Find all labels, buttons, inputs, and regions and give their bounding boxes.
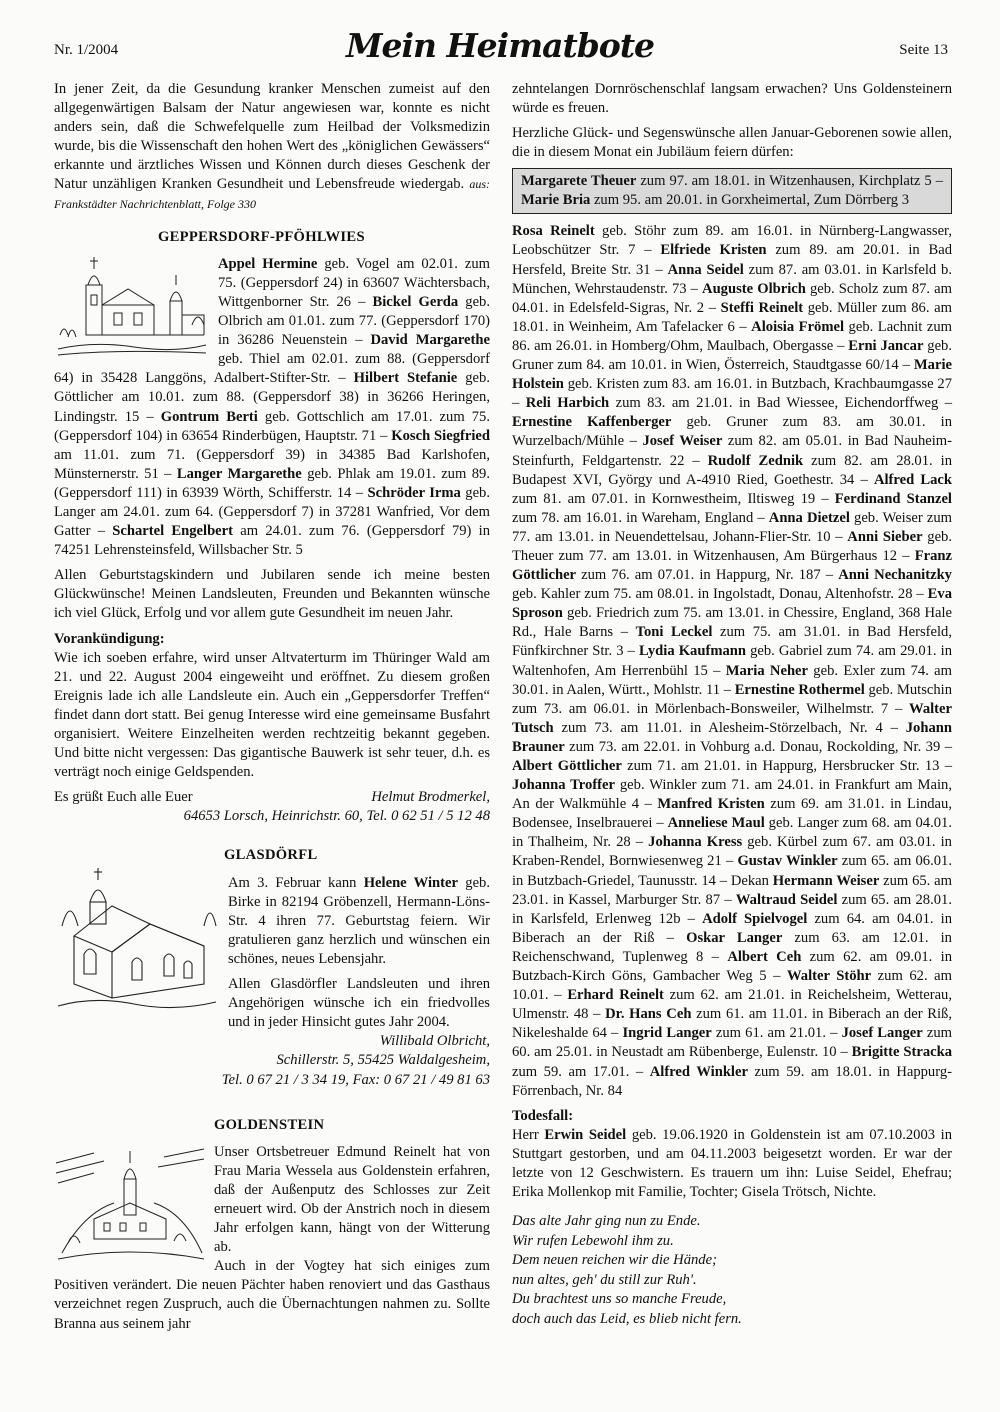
goldenstein-news-2: Auch in der Vogtey hat sich einiges zum Positiven verändert. Die neuen Pächter haben renoviert und das Gasthaus verzeichnet regen Zuspruch, auch die Übernachtungen nahmen zu. Sollte Branna aus seinem jahr <box>54 1258 490 1332</box>
entry-name: Steffi Reinelt <box>720 299 804 316</box>
entry-name: Adolf Spielvogel <box>702 910 808 927</box>
entry-name: Hilbert Stefanie <box>353 370 458 387</box>
death-text: geb. 19.06.1920 in Goldenstein ist am 07.10.2003 in Stuttgart gestorben, und am 04.11.2003 beigesetzt worden. Er war der letzte von 12 Geschwistern. Es trauern um ihn: Luise Seidel, Ehefrau; Erika Mollenkop mit Familie, Tochter; Gisela Trötsch, Nichte. <box>512 1126 952 1201</box>
entry-text: am 11.01. zum 71. (Geppersdorf 39) in 34385 Bad Karlshofen, Münsternerstr. 51 – <box>54 446 490 482</box>
section-title-goldenstein: GOLDENSTEIN <box>214 1116 325 1133</box>
entry-name: Rosa Reinelt <box>512 223 595 240</box>
intro-paragraph <box>54 80 490 214</box>
entry-name: Ernestine Rothermel <box>734 681 865 698</box>
entry-name: Ernestine Kaffenberger <box>512 414 672 431</box>
entry-text: zum 73. am 22.01. in Vohburg a.d. Donau, Rockolding, Nr. 39 – <box>564 738 952 755</box>
entry-name: Walter Stöhr <box>786 968 872 985</box>
entry-text: geb. Exler zum 74. am 30.01. in Aalen, Württ., Mohlstr. 11 – <box>512 662 952 698</box>
entry-text: geb. Kristen zum 83. am 16.01. in Butzbach, Krachbaumgasse 27 – <box>512 376 952 412</box>
entry-text: geb. Phlak am 19.01. zum 89. (Geppersdorf 111) in 63939 Wörth, Schifferstr. 14 – <box>54 465 490 501</box>
poem-line: doch auch das Leid, es blieb nicht fern. <box>512 1310 742 1327</box>
entry-name: Manfred Kristen <box>657 796 765 813</box>
entry-name: Gustav Winkler <box>737 853 838 870</box>
entry-text: zum 95. am 20.01. in Gorxheimertal, Zum Dörrberg 3 <box>590 192 909 209</box>
entry-name: Johann Brauner <box>512 719 952 755</box>
entry-text: geb. Gabriel zum 74. am 29.01. in Waltenhofen, Am Herrenbühl 15 – <box>512 643 952 679</box>
entry-name: Waltraud Seidel <box>735 891 838 908</box>
entry-name: Alfred Winkler <box>649 1063 748 1080</box>
entry-name: Anna Dietzel <box>768 509 850 526</box>
entry-name: Marie Holstein <box>512 357 952 393</box>
entry-name: Ingrid Langer <box>622 1025 712 1042</box>
announcement-title: Vorankündigung: <box>54 630 165 647</box>
entry-text: zum 75. am 31.01. in Bad Hersfeld, Fünfkirchner Str. 3 – <box>512 624 952 660</box>
castle-illustration-goldenstein <box>54 1143 206 1265</box>
entry-name: Bickel Gerda <box>372 293 459 310</box>
announcement-text: Wie ich soeben erfahre, wird unser Altvaterturm im Thüringer Wald am 21. und 22. August 2004 eingeweiht und eröffnet. Zu diesem großen Ereignis lade ich alle Landsleute ein. Auch ein „Geppersdorfer Treffen“ findet dann dort statt. Bei genug Interesse wird eine gemeinsame Busfahrt organisiert. Weitere Einzelheiten werden rechtzeitig bekannt gegeben. Und bitte nicht vergessen: Das gigantische Bauwerk ist sehr teuer, d.h. es verträgt noch einige Geldspenden. <box>54 649 490 781</box>
glasdoerfl-text-pre: Am 3. Februar kann <box>228 874 364 891</box>
entry-text: zum 59. am 18.01. in Happurg-Förrenbach, Nr. 84 <box>512 1063 952 1099</box>
page-number: Seite 13 <box>899 42 948 58</box>
entry-name: Maria Neher <box>725 662 809 679</box>
entry-name: Anni Sieber <box>847 528 923 545</box>
entry-name: Dr. Hans Ceh <box>605 1006 692 1023</box>
entry-name: Anna Seidel <box>667 261 744 278</box>
death-notice <box>512 1126 952 1202</box>
glasdoerfl-greeting: Allen Glasdörfler Landsleuten und ihren Angehörigen wünsche ich ein friedvolles und in jeder Hinsicht gutes Jahr 2004. <box>228 976 490 1031</box>
entry-name: Schröder Irma <box>367 484 461 501</box>
entry-text: zum 83. am 21.01. in Bad Wiessee, Eichendorffweg – <box>609 395 953 412</box>
highlight-box-oldest <box>512 168 952 214</box>
entry-name: Erhard Reinelt <box>567 987 664 1004</box>
death-name: Erwin Seidel <box>544 1126 627 1143</box>
entry-text: zum 65. am 06.01. in Butzbach-Griedel, Taunusstr. 14 – Dekan <box>512 853 952 889</box>
entry-name: Ferdinand Stanzel <box>834 490 952 507</box>
entry-text: am 24.01. zum 76. (Geppersdorf 79) in 74251 Lehrensteinsfeld, Willsbacher Str. 5 <box>54 523 491 559</box>
entry-name: Eva Sproson <box>512 586 952 622</box>
entry-text: zum 82. am 05.01. in Bad Nauheim-Steinfurth, Feldgartenstr. 22 – <box>512 433 953 469</box>
entry-text: geb. Langer zum 68. am 04.01. in Thalheim, Nr. 28 – <box>512 815 952 851</box>
entry-name: Schartel Engelbert <box>112 523 233 540</box>
entry-text: zum 81. am 07.01. in Kornwestheim, Iltisweg 19 – <box>512 490 835 507</box>
entry-name: Margarete Theuer <box>521 173 637 190</box>
entry-name: Elfriede Kristen <box>660 242 767 259</box>
entry-text: zum 78. am 16.01. in Wareham, England – <box>512 509 769 526</box>
entry-text: zum 82. am 28.01. in Budapest XVI, György und A-4910 Ried, Goethestr. 34 – <box>512 452 952 488</box>
entry-text: geb. Mutschin zum 73. am 06.01. in Mörlenbach-Bonsweiler, Wilhelmstr. 7 – <box>512 681 952 717</box>
glasdoerfl-phone: Tel. 0 67 21 / 3 34 19, Fax: 0 67 21 / 49 81 63 <box>221 1071 490 1088</box>
right-column <box>512 80 952 1329</box>
entry-text: zum 63. am 12.01. in Reichenschwand, Tuplenweg 8 – <box>512 929 952 965</box>
goldenstein-wishes: Herzliche Glück- und Segenswünsche allen Januar-Geborenen sowie allen, die in diesem Monat ein Jubiläum feiern dürfen: <box>512 125 952 161</box>
glasdoerfl-signer: Willibald Olbricht, <box>379 1033 490 1050</box>
entry-text: zum 59. am 17.01. – <box>512 1063 650 1080</box>
signer-address: 64653 Lorsch, Heinrichstr. 60, Tel. 0 62 51 / 5 12 48 <box>183 808 490 825</box>
entry-text: geb. Winkler zum 71. am 24.01. in Frankfurt am Main, An der Walkmühle 4 – <box>512 777 952 813</box>
entry-text: geb. Göttlicher am 10.01. zum 88. (Geppersdorf 38) in 36266 Heringen, Lindingstr. 15 – <box>54 370 490 425</box>
entry-text: geb. Thiel am 02.01. zum 88. (Geppersdorf 64) in 35428 Langgöns, Adalbert-Stifter-Str. – <box>54 351 490 387</box>
entry-text: geb. Lachnit zum 86. am 26.01. in Homberg/Ohm, Maulbach, Obergasse – <box>512 318 952 354</box>
entry-text: geb. Müller zum 86. am 18.01. in Weinheim, Am Tafelacker 6 – <box>512 299 952 335</box>
masthead-logo: Mein Heimatbote <box>345 26 655 65</box>
chapel-illustration-glasdoerfl <box>54 866 220 1016</box>
entry-text: zum 97. am 18.01. in Witzenhausen, Kirchplatz 5 – <box>636 173 943 190</box>
entry-name: Albert Göttlicher <box>512 758 622 774</box>
entry-text: geb. Langer am 24.01. zum 64. (Geppersdorf 7) in 37281 Wanfried, Vor dem Gatter – <box>54 484 490 540</box>
entry-name: Alfred Lack <box>873 471 952 488</box>
entry-text: zum 62. am 10.01. – <box>512 968 952 1004</box>
entry-text: geb. Weiser zum 77. am 13.01. in Neuendettelsau, Johann-Flier-Str. 10 – <box>512 509 952 545</box>
entry-name: Rudolf Zednik <box>707 452 804 469</box>
entry-name: Albert Ceh <box>727 948 802 965</box>
entry-text: geb. Gottschlich am 17.01. zum 75. (Geppersdorf 104) in 63654 Rinderbügen, Hauptstr. 71 – <box>54 408 490 444</box>
issue-number: Nr. 1/2004 <box>54 42 119 58</box>
entry-name: Johanna Troffer <box>512 777 615 794</box>
section-title-glasdoerfl: GLASDÖRFL <box>224 847 318 864</box>
entry-text: zum 71. am 21.01. in Happurg, Hersbrucker Str. 13 – <box>621 758 953 774</box>
entry-text: geb. Kürbel zum 67. am 03.01. in Kraben-Rendel, Bornwiesenweg 21 – <box>512 834 952 870</box>
geppersdorf-greeting: Allen Geburtstagskindern und Jubilaren sende ich meine besten Glückwünsche! Meinen Landsleuten, Freunden und Bekannten wünsche ich viel Glück, Erfolg und vor allem gute Gesundheit im neuen Jahr. <box>54 567 490 622</box>
entry-name: Josef Weiser <box>642 433 723 450</box>
entry-name: Josef Langer <box>841 1025 923 1042</box>
entry-text: zum 61. am 11.01. in Biberach an der Riß, Nikeleshalde 64 – <box>512 1006 952 1042</box>
entry-text: zum 87. am 03.01. in Karlsfeld b. München, Wehrstaudenstr. 73 – <box>512 261 952 297</box>
goldenstein-entries <box>512 222 952 1100</box>
goldenstein-news-3: zehntelangen Dornröschenschlaf langsam erwachen? Uns Goldensteinern würde es freuen. <box>512 81 952 117</box>
entry-name: Kosch Siegfried <box>391 427 490 444</box>
entry-name: Anneliese Maul <box>667 815 765 832</box>
signer-name: Helmut Brodmerkel, <box>371 789 490 806</box>
entry-text: zum 69. am 31.01. in Lindau, Bodensee, Inselbrauerei – <box>512 796 952 832</box>
entry-name: Franz Göttlicher <box>512 547 952 584</box>
entry-name: Reli Harbich <box>525 395 610 412</box>
death-pre: Herr <box>512 1126 545 1143</box>
entry-name: Oskar Langer <box>686 929 783 946</box>
entry-name: Erni Jancar <box>848 337 924 354</box>
entry-text: zum 62. am 21.01. in Reichelsheim, Wetterau, Ulmenstr. 48 – <box>512 987 953 1023</box>
entry-name: David Margarethe <box>370 332 490 349</box>
entry-name: Brigitte Stracka <box>851 1044 953 1061</box>
entry-text: geb. Kahler zum 75. am 08.01. in Ingolstadt, Donau, Altenhofstr. 28 – <box>512 586 928 603</box>
entry-text: geb. Theuer zum 77. am 13.01. in Witzenhausen, Am Bürgerhaus 12 – <box>512 528 952 564</box>
geppersdorf-signature-row <box>54 788 490 807</box>
intro-text: In jener Zeit, da die Gesundung kranker Menschen zumeist auf den allgegenwärtigen Balsam der Natur angewiesen war, konnte es nicht anders sein, daß die Schwefelquelle zum Heilbad der Volksmedizin wurde, bis die Wissenschaft den hohen Wert des „königlichen Gewässers“ erkannte und ärztliches Wissen und Können durch dieses Geschenk der Natur unzähligen Kranken Gesundheit und Lebensfreude wiedergab. <box>54 81 490 193</box>
entry-text: zum 89. am 20.01. in Bad Hersfeld, Breite Str. 31 – <box>512 242 953 278</box>
entry-name: Lydia Kaufmann <box>638 643 747 660</box>
glasdoerfl-address: Schillerstr. 5, 55425 Waldalgesheim, <box>276 1052 490 1069</box>
entry-name: Helene Winter <box>363 874 458 891</box>
entry-text: zum 76. am 07.01. in Happurg, Nr. 187 – <box>576 567 839 584</box>
entry-name: Appel Hermine <box>218 255 318 272</box>
entry-text: geb. Vogel am 02.01. zum 75. (Geppersdorf 24) in 63607 Wächtersbach, Wittgenborner Str. 26 – <box>218 255 490 310</box>
intro-source: aus: Frankstädter Nachrichtenblatt, Folge 330 <box>54 177 490 211</box>
section-title-geppersdorf: GEPPERSDORF-PFÖHLWIES <box>158 228 365 245</box>
entry-text: zum 64. am 04.01. in Biberach an der Riß – <box>512 910 952 946</box>
entry-name: Toni Leckel <box>635 624 713 641</box>
glasdoerfl-text-post: geb. Birke in 82194 Gröbenzell, Hermann-Löns-Str. 4 ihren 77. Geburtstag feiern. Wir gratulieren ganz herzlich und wünschen ein schönes, neues Lebensjahr. <box>228 874 490 967</box>
entry-text: zum 73. am 11.01. in Alesheim-Störzelbach, Nr. 4 – <box>553 719 906 736</box>
entry-text: geb. Friedrich zum 75. am 13.01. in Chessire, England, 368 Hale Rd., Hale Barns – <box>512 605 952 641</box>
entry-text: zum 65. am 23.01. in Kassel, Marburger Str. 87 – <box>512 872 952 908</box>
goldenstein-news-1: Unser Ortsbetreuer Edmund Reinelt hat von Frau Maria Wessela aus Goldenstein erfahren, daß der Außenputz des Schlosses zur Zeit erneuert wird. Ob der Anstrich noch in diesem Jahr erfolgen kann, hängt von der Witterung ab. <box>214 1143 490 1256</box>
poem-line: nun altes, geh' du still zur Ruh'. <box>512 1271 697 1288</box>
entry-name: Gontrum Berti <box>160 408 258 425</box>
entry-text: zum 60. am 25.01. in Neustadt am Rübenberge, Eulenstr. 10 – <box>512 1025 952 1061</box>
entry-name: Langer Margarethe <box>176 465 302 482</box>
entry-text: zum 62. am 09.01. in Butzbach-Kirch Göns, Gambacher Weg 5 – <box>512 948 953 985</box>
entry-text: geb. Stöhr zum 89. am 16.01. in Nürnberg-Langwasser, Leobschützer Str. 7 – <box>512 223 952 259</box>
poem-line: Dem neuen reichen wir die Hände; <box>512 1252 717 1269</box>
left-column <box>54 80 490 1340</box>
poem-line: Das alte Jahr ging nun zu Ende. <box>512 1213 701 1230</box>
entry-name: Walter Tutsch <box>512 700 952 736</box>
entry-text: geb. Gruner zum 84. am 10.01. in Wien, Österreich, Staudtgasse 60/14 – <box>512 337 953 374</box>
entry-name: Johanna Kress <box>648 834 743 851</box>
closing-text: Es grüßt Euch alle Euer <box>54 789 193 806</box>
death-title: Todesfall: <box>512 1107 574 1124</box>
entry-text: geb. Olbrich am 01.01. zum 77. (Geppersdorf 170) in 36286 Neuenstein – <box>218 293 490 349</box>
poem <box>512 1212 952 1329</box>
entry-name: Auguste Olbrich <box>702 280 806 297</box>
entry-text: geb. Gruner zum 83. am 30.01. in Wurzelbach/Mühle – <box>512 414 952 450</box>
entry-name: Anni Nechanitzky <box>838 567 952 584</box>
entry-text: zum 65. am 28.01. in Karlsfeld, Erlenweg 12b – <box>512 891 952 927</box>
entry-name: Hermann Weiser <box>772 872 880 889</box>
entry-name: Aloisia Frömel <box>751 318 845 335</box>
entry-name: Marie Bria <box>521 192 591 209</box>
entry-text: geb. Scholz zum 87. am 04.01. in Edelsfeld-Sigras, Nr. 2 – <box>512 280 952 316</box>
poem-line: Wir rufen Lebewohl ihm zu. <box>512 1232 674 1249</box>
church-illustration-geppersdorf <box>54 255 210 359</box>
poem-line: Du brachtest uns so manche Freude, <box>512 1291 727 1308</box>
entry-text: zum 61. am 21.01. – <box>711 1025 842 1042</box>
